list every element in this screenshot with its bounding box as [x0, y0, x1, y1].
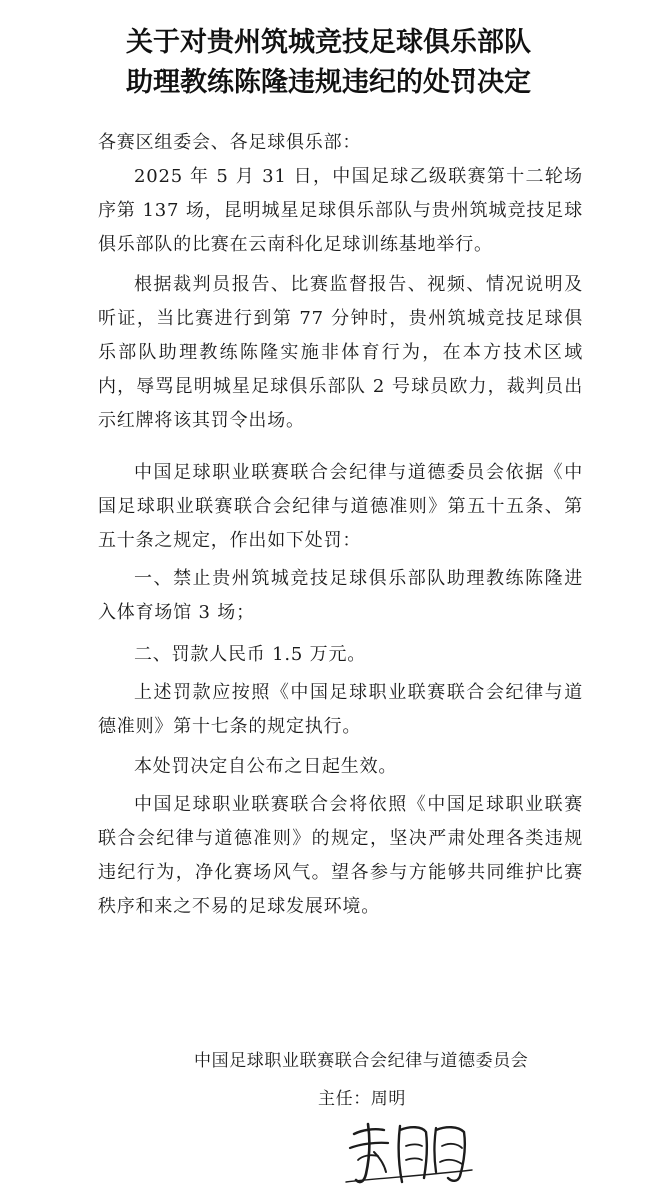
paragraph-closing — [98, 788, 583, 924]
paragraph-match-info — [98, 160, 583, 262]
paragraph-text: 中国足球职业联赛联合会将依照《中国足球职业联赛联合会纪律与道德准则》的规定，坚决严肃处理各类违规违纪行为，净化赛场风气。望各参与方能够共同维护比赛秩序和来之不易的足球发展环境。 — [98, 794, 583, 917]
document-title-line-1: 关于对贵州筑城竞技足球俱乐部队 — [126, 27, 531, 58]
paragraph-basis — [98, 456, 583, 558]
handwritten-signature — [340, 1112, 480, 1190]
paragraph-text: 中国足球职业联赛联合会纪律与道德委员会依据《中国足球职业联赛联合会纪律与道德准则》第五十五条、第五十条之规定，作出如下处罚： — [98, 462, 583, 551]
paragraph-text: 上述罚款应按照《中国足球职业联赛联合会纪律与道德准则》第十七条的规定执行。 — [98, 682, 583, 737]
paragraph-text: 二、罚款人民币 1.5 万元。 — [134, 644, 367, 665]
paragraph-incident — [98, 268, 583, 438]
salutation: 各赛区组委会、各足球俱乐部： — [98, 132, 362, 153]
signoff-chair: 主任：周明 — [318, 1089, 406, 1109]
document-title-line-2: 助理教练陈隆违规违纪的处罚决定 — [126, 67, 531, 98]
paragraph-text: 本处罚决定自公布之日起生效。 — [134, 756, 398, 777]
paragraph-effective — [98, 750, 583, 784]
paragraph-text: 一、禁止贵州筑城竞技足球俱乐部队助理教练陈隆进入体育场馆 3 场； — [98, 568, 583, 623]
paragraph-penalty-2 — [98, 638, 583, 672]
paragraph-penalty-1 — [98, 562, 583, 630]
paragraph-text: 根据裁判员报告、比赛监督报告、视频、情况说明及听证，当比赛进行到第 77 分钟时，贵州筑城竞技足球俱乐部队助理教练陈隆实施非体育行为，在本方技术区域内，辱骂昆明城星足球俱乐部队 2 号球员欧力，裁判员出示红牌将该其罚令出场。 — [98, 274, 583, 431]
paragraph-text: 2025 年 5 月 31 日，中国足球乙级联赛第十二轮场序第 137 场，昆明城星足球俱乐部队与贵州筑城竞技足球俱乐部队的比赛在云南科化足球训练基地举行。 — [98, 166, 583, 255]
paragraph-fine-execution — [98, 676, 583, 744]
signoff-committee: 中国足球职业联赛联合会纪律与道德委员会 — [194, 1051, 529, 1071]
